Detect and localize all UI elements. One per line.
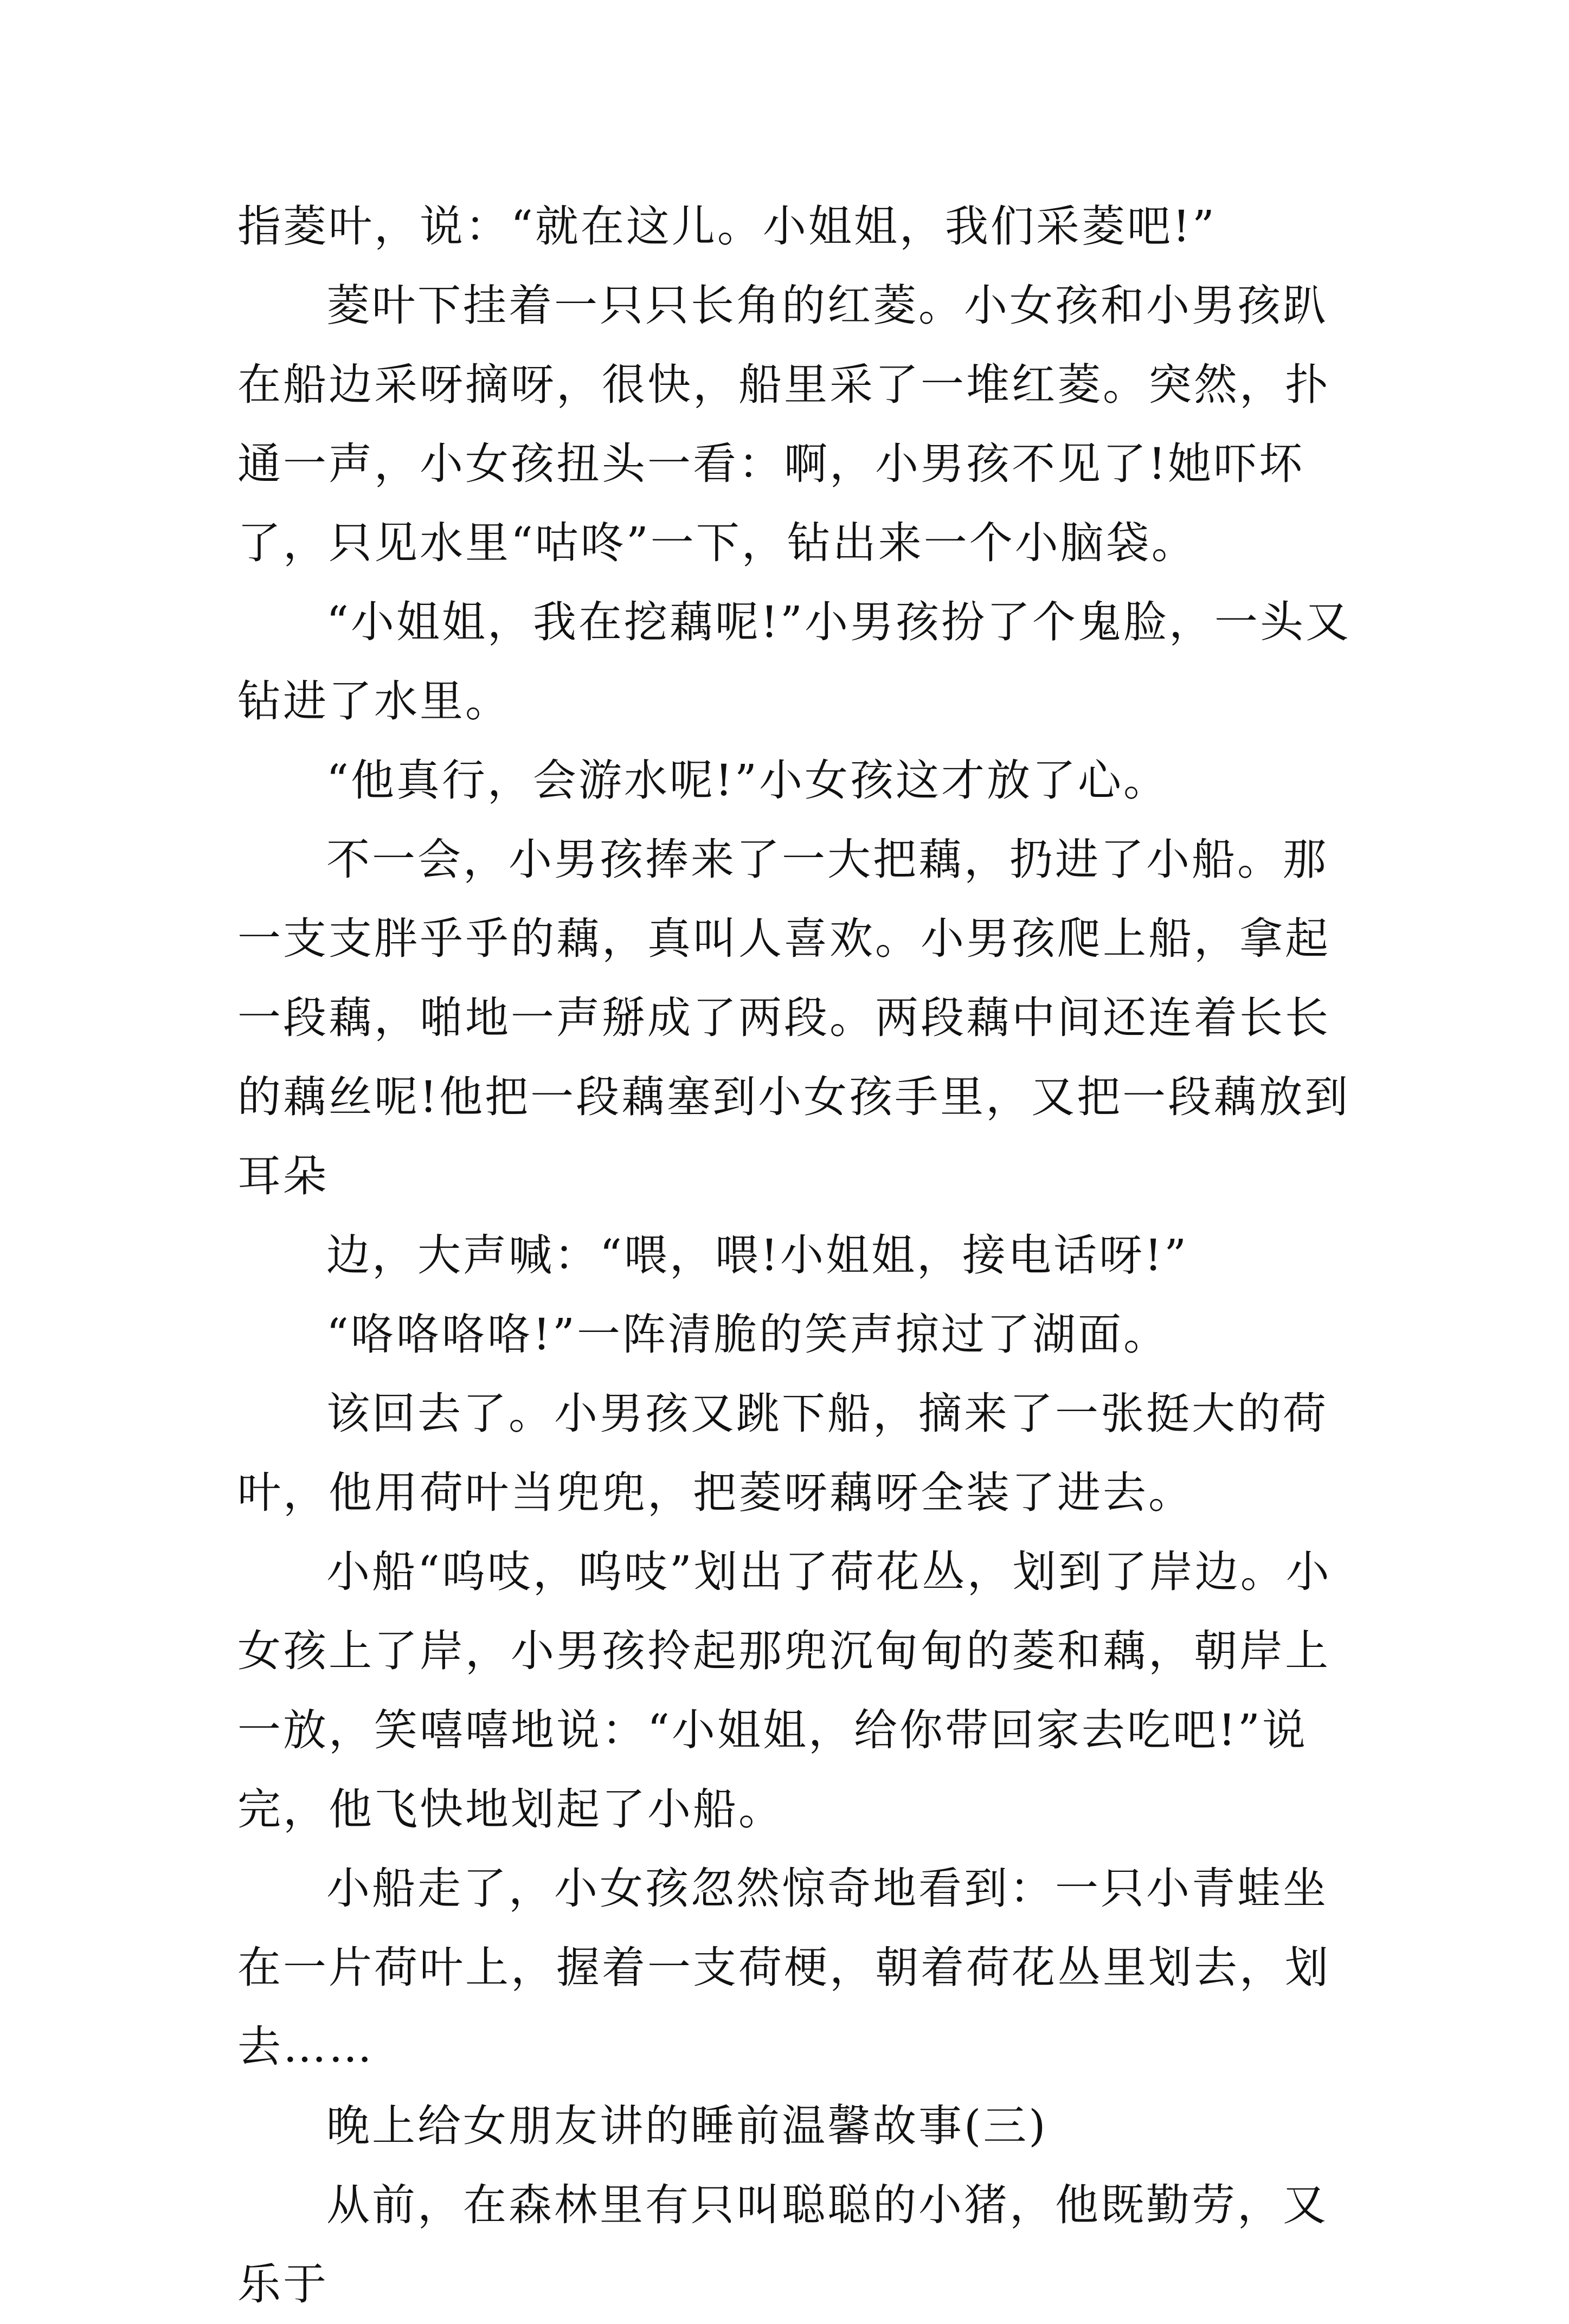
- paragraph: 该回去了。小男孩又跳下船，摘来了一张挺大的荷叶，他用荷叶当兜兜，把菱呀藕呀全装了进去。: [237, 1388, 1328, 1518]
- paragraph: 小船“呜吱，呜吱”划出了荷花丛，划到了岸边。小女孩上了岸，小男孩拎起那兜沉甸甸的菱和藕，朝岸上一放，笑嘻嘻地说：“小姐姐，给你带回家去吃吧!”说完，他飞快地划起了小船。: [237, 1547, 1332, 1834]
- section-heading: 晚上给女朋友讲的睡前温馨故事(三): [326, 2101, 1048, 2151]
- paragraph: “咯咯咯咯!”一阵清脆的笑声掠过了湖面。: [326, 1309, 1169, 1360]
- story-text: [237, 187, 1360, 2324]
- paragraph: “小姐姐，我在挖藕呢!”小男孩扮了个鬼脸，一头又钻进了水里。: [237, 597, 1351, 726]
- paragraph: 从前，在森林里有只叫聪聪的小猪，他既勤劳，又乐于: [237, 2180, 1328, 2309]
- paragraph: “他真行，会游水呢!”小女孩这才放了心。: [326, 755, 1169, 806]
- paragraph: 小船走了，小女孩忽然惊奇地看到：一只小青蛙坐在一片荷叶上，握着一支荷梗，朝着荷花丛里划去，划去……: [237, 1863, 1330, 2072]
- paragraph: 指菱叶，说：“就在这儿。小姐姐，我们采菱吧!”: [237, 201, 1217, 252]
- paragraph: 边，大声喊：“喂，喂!小姐姐，接电话呀!”: [326, 1230, 1189, 1280]
- paragraph: 不一会，小男孩捧来了一大把藕，扔进了小船。那一支支胖乎乎的藕，真叫人喜欢。小男孩爬上船，拿起一段藕，啪地一声掰成了两段。两段藕中间还连着长长的藕丝呢!他把一段藕塞到小女孩手里，又把一段藕放到耳朵: [237, 834, 1351, 1201]
- paragraph: 菱叶下挂着一只只长角的红菱。小女孩和小男孩趴在船边采呀摘呀，很快，船里采了一堆红菱。突然，扑通一声，小女孩扭头一看：啊，小男孩不见了!她吓坏了，只见水里“咕咚”一下，钻出来一个小脑袋。: [237, 280, 1330, 568]
